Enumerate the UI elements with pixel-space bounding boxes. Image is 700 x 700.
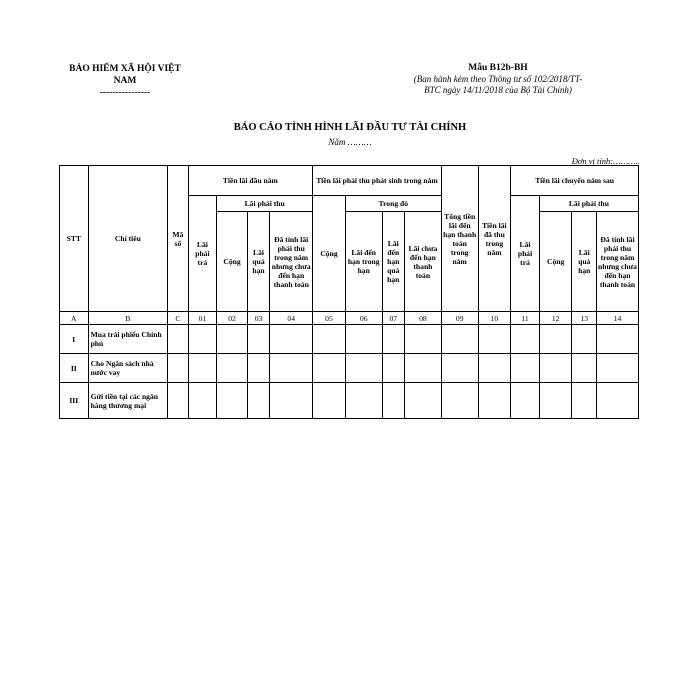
empty-cell[interactable] <box>511 354 540 383</box>
code-cell: B <box>88 312 168 325</box>
code-cell: 01 <box>188 312 217 325</box>
empty-cell[interactable] <box>596 383 638 419</box>
empty-cell[interactable] <box>247 354 269 383</box>
form-note-line1: (Ban hành kèm theo Thông tư số 102/2018/TT- <box>413 74 583 84</box>
unit-label: Đơn vị tính:……….. <box>571 156 640 166</box>
row-stt: I <box>60 325 89 354</box>
header-cong-2: Cộng <box>539 212 572 312</box>
empty-cell[interactable] <box>217 325 248 354</box>
empty-cell[interactable] <box>247 325 269 354</box>
empty-cell[interactable] <box>188 354 217 383</box>
header-chi-tieu: Chỉ tiêu <box>88 166 168 312</box>
empty-cell[interactable] <box>217 383 248 419</box>
code-cell: 11 <box>511 312 540 325</box>
table-row <box>60 383 639 419</box>
empty-cell[interactable] <box>168 354 188 383</box>
empty-cell[interactable] <box>313 325 346 354</box>
empty-cell[interactable] <box>345 325 382 354</box>
empty-cell[interactable] <box>382 354 404 383</box>
form-code: Mẫu B12b-BH <box>468 63 528 73</box>
header-lai-qua-han-2: Lãi quá hạn <box>572 212 597 312</box>
code-cell: C <box>168 312 188 325</box>
empty-cell[interactable] <box>441 354 478 383</box>
org-rule: ---------------- <box>99 88 151 98</box>
empty-cell[interactable] <box>572 383 597 419</box>
code-row <box>60 312 639 325</box>
empty-cell[interactable] <box>247 383 269 419</box>
organization-header <box>40 63 210 99</box>
empty-cell[interactable] <box>405 325 442 354</box>
empty-cell[interactable] <box>270 383 313 419</box>
empty-cell[interactable] <box>441 325 478 354</box>
header-da-tinh-1: Đã tính lãi phải thu trong năm nhưng chưa đến hạn thanh toán <box>270 212 313 312</box>
empty-cell[interactable] <box>188 383 217 419</box>
empty-cell[interactable] <box>168 325 188 354</box>
empty-cell[interactable] <box>478 383 511 419</box>
code-cell: 09 <box>441 312 478 325</box>
code-cell: 04 <box>270 312 313 325</box>
header-tong-tien-lai: Tổng tiền lãi đến hạn thanh toán trong năm <box>441 166 478 312</box>
org-name-line2: NAM <box>113 76 137 86</box>
empty-cell[interactable] <box>345 354 382 383</box>
header-lai-phai-tra-2: Lãi phải trả <box>511 196 540 312</box>
empty-cell[interactable] <box>539 354 572 383</box>
code-cell: 13 <box>572 312 597 325</box>
header-cong-1: Cộng <box>217 212 248 312</box>
code-cell: 02 <box>217 312 248 325</box>
empty-cell[interactable] <box>511 383 540 419</box>
empty-cell[interactable] <box>478 325 511 354</box>
empty-cell[interactable] <box>405 354 442 383</box>
empty-cell[interactable] <box>188 325 217 354</box>
row-stt: II <box>60 354 89 383</box>
table-row <box>60 325 639 354</box>
empty-cell[interactable] <box>539 383 572 419</box>
table-row <box>60 354 639 383</box>
header-group-dau-nam: Tiền lãi đầu năm <box>188 166 313 196</box>
header-da-tinh-2: Đã tính lãi phải thu trong năm nhưng chưa đến hạn thanh toán <box>596 212 638 312</box>
empty-cell[interactable] <box>382 325 404 354</box>
row-label: Gửi tiền tại các ngân hàng thương mại <box>88 383 168 419</box>
header-trong-do: Trong đó <box>345 196 441 212</box>
code-cell: 03 <box>247 312 269 325</box>
empty-cell[interactable] <box>596 354 638 383</box>
empty-cell[interactable] <box>478 354 511 383</box>
empty-cell[interactable] <box>539 325 572 354</box>
code-cell: 06 <box>345 312 382 325</box>
empty-cell[interactable] <box>511 325 540 354</box>
header-group-chuyen-sau: Tiền lãi chuyển năm sau <box>511 166 639 196</box>
header-tien-lai-da-thu: Tiền lãi đã thu trong năm <box>478 166 511 312</box>
empty-cell[interactable] <box>405 383 442 419</box>
empty-cell[interactable] <box>382 383 404 419</box>
empty-cell[interactable] <box>270 354 313 383</box>
empty-cell[interactable] <box>313 354 346 383</box>
org-name-line1: BẢO HIỂM XÃ HỘI VIỆT <box>69 64 181 74</box>
header-lai-phai-tra-1: Lãi phải trả <box>188 196 217 312</box>
header-lai-chua-den-han: Lãi chưa đến hạn thanh toán <box>405 212 442 312</box>
empty-cell[interactable] <box>168 383 188 419</box>
empty-cell[interactable] <box>572 354 597 383</box>
code-cell: A <box>60 312 89 325</box>
code-cell: 07 <box>382 312 404 325</box>
row-stt: III <box>60 383 89 419</box>
code-cell: 10 <box>478 312 511 325</box>
header-ma-so: Mã số <box>168 166 188 312</box>
empty-cell[interactable] <box>572 325 597 354</box>
empty-cell[interactable] <box>596 325 638 354</box>
row-label: Mua trái phiếu Chính phủ <box>88 325 168 354</box>
empty-cell[interactable] <box>270 325 313 354</box>
empty-cell[interactable] <box>345 383 382 419</box>
header-lai-den-han-qua-han: Lãi đến hạn quá hạn <box>382 212 404 312</box>
report-year: Năm ……… <box>328 137 372 147</box>
code-cell: 08 <box>405 312 442 325</box>
empty-cell[interactable] <box>217 354 248 383</box>
row-label: Cho Ngân sách nhà nước vay <box>88 354 168 383</box>
empty-cell[interactable] <box>313 383 346 419</box>
form-note-line2: BTC ngày 14/11/2018 của Bộ Tài Chính) <box>424 85 572 95</box>
header-lai-qua-han-1: Lãi quá hạn <box>247 212 269 312</box>
header-lai-den-han: Lãi đến hạn trong hạn <box>345 212 382 312</box>
code-cell: 05 <box>313 312 346 325</box>
empty-cell[interactable] <box>441 383 478 419</box>
report-table <box>59 165 639 419</box>
header-lai-phai-thu-2: Lãi phải thu <box>539 196 638 212</box>
header-lai-phai-thu-1: Lãi phải thu <box>217 196 313 212</box>
header-cong-phat-sinh: Cộng <box>313 196 346 312</box>
code-cell: 12 <box>539 312 572 325</box>
header-group-phat-sinh: Tiền lãi phải thu phát sinh trong năm <box>313 166 442 196</box>
header-stt: STT <box>60 166 89 312</box>
form-header <box>378 63 618 96</box>
code-cell: 14 <box>596 312 638 325</box>
report-title: BÁO CÁO TÌNH HÌNH LÃI ĐẦU TƯ TÀI CHÍNH <box>233 122 467 133</box>
